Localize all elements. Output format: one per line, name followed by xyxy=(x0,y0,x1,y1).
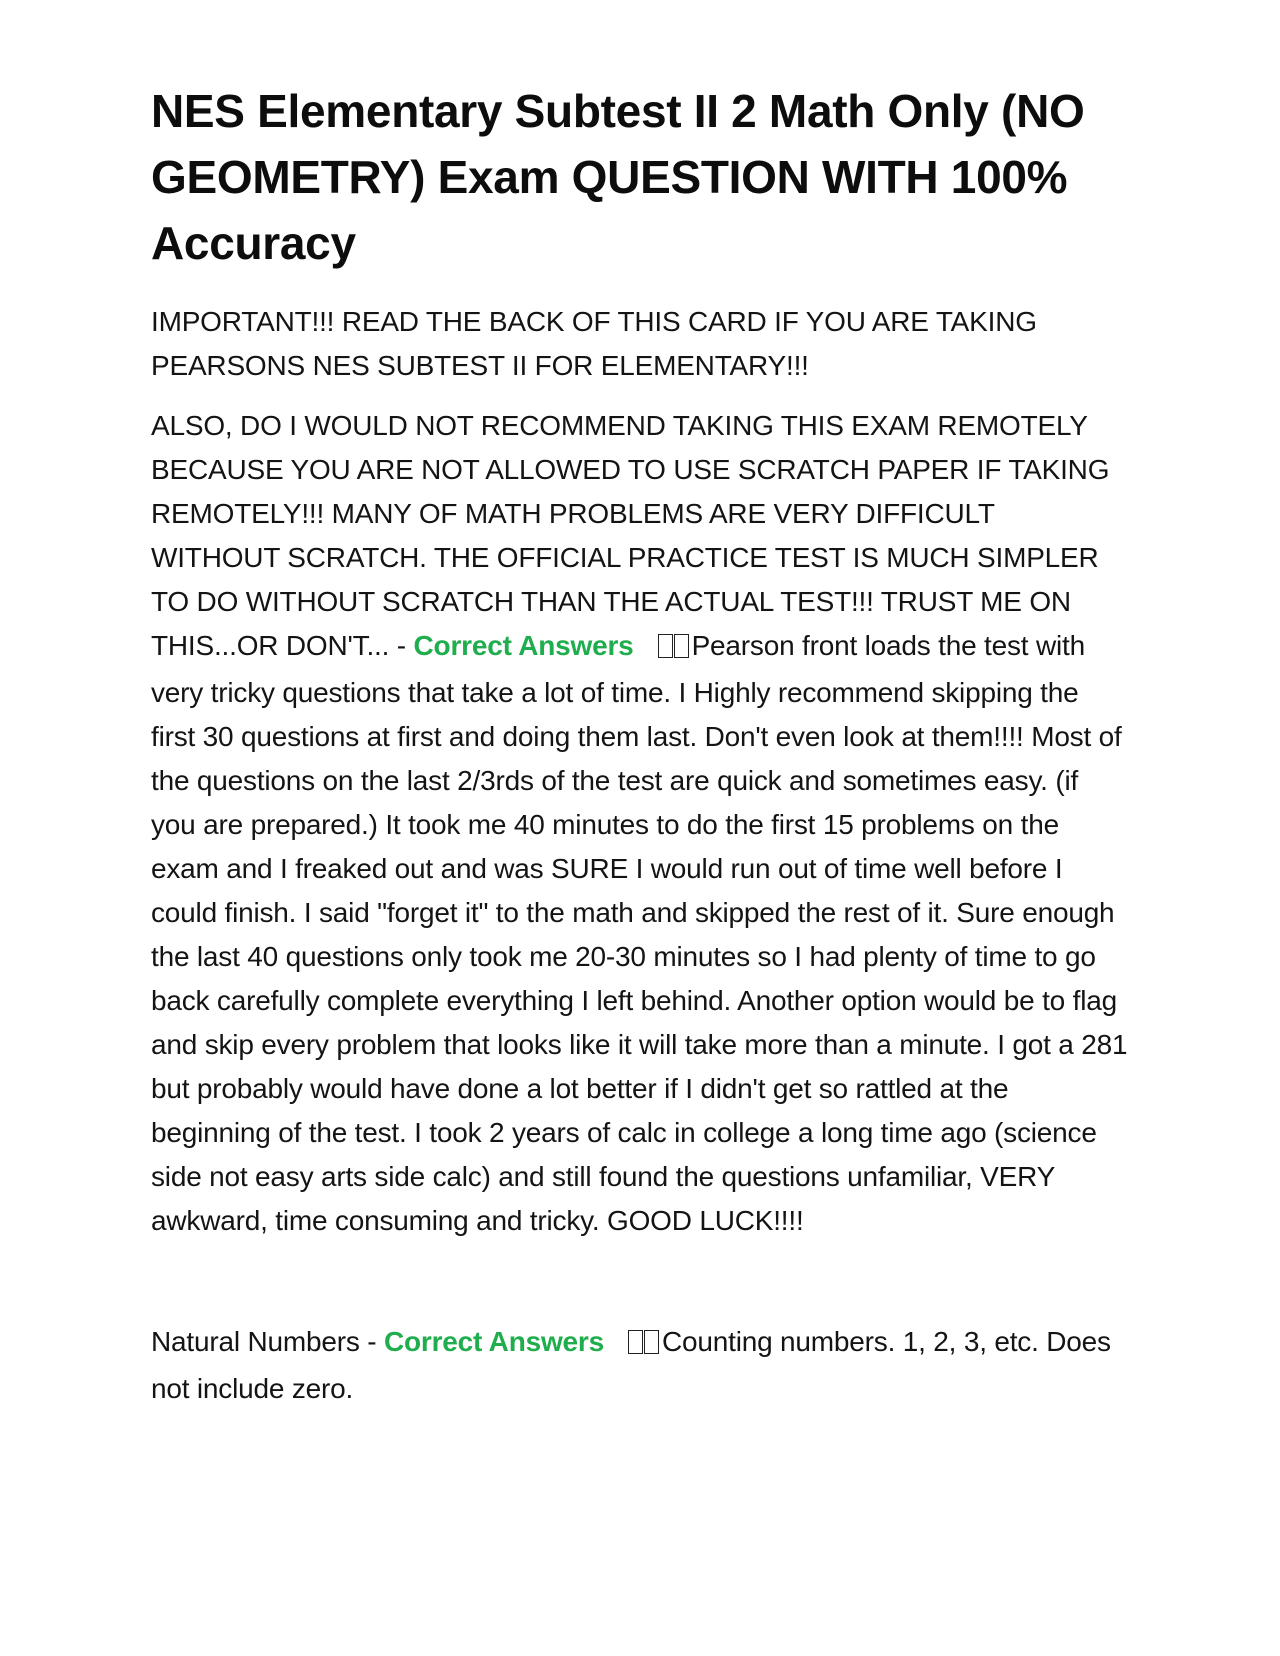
correct-answers-label: Correct Answers xyxy=(383,1326,604,1357)
correct-answers-label: Correct Answers xyxy=(413,630,634,661)
important-note-paragraph: IMPORTANT!!! READ THE BACK OF THIS CARD IF YOU ARE TAKING PEARSONS NES SUBTEST II FOR ELEMENTARY!!! xyxy=(151,306,1037,381)
question-text: ALSO, DO I WOULD NOT RECOMMEND TAKING THIS EXAM REMOTELY BECAUSE YOU ARE NOT ALLOWED TO USE SCRATCH PAPER IF TAKING REMOTELY!!! MANY OF MATH PROBLEMS ARE VERY DIFFICULT WITHOUT SCRATCH. THE OFFICIAL PRACTICE TEST IS MUCH SIMPLER TO DO WITHOUT SCRATCH THAN THE ACTUAL TEST!!! TRUST ME ON THIS...OR DON'T... xyxy=(151,410,1110,661)
qa-item-natural-numbers xyxy=(151,1320,1130,1411)
qa-item-remote-exam xyxy=(151,404,1130,1243)
separator: - xyxy=(396,630,406,661)
missing-glyph-box-icon xyxy=(628,1323,660,1367)
document-title: NES Elementary Subtest II 2 Math Only (NO GEOMETRY) Exam QUESTION WITH 100% Accuracy xyxy=(151,85,1085,269)
answer-text: Counting numbers. 1, 2, 3, etc. Does not include zero. xyxy=(151,1326,1111,1404)
missing-glyph-box-icon xyxy=(658,627,690,671)
answer-text: Pearson front loads the test with very tricky questions that take a lot of time. I Highly recommend skipping the first 30 questions at first and doing them last. Don't even look at them!!!! Most of the questions on the last 2/3rds of the test are quick and sometimes easy. (if you are prepared.) It took me 40 minutes to do the first 15 problems on the exam and I freaked out and was SURE I would run out of time well before I could finish. I said "forget it" to the math and skipped the rest of it. Sure enough the last 40 questions only took me 20-30 minutes so I had plenty of time to go back carefully complete everything I left behind. Another option would be to flag and skip every problem that looks like it will take more than a minute. I got a 281 but probably would have done a lot better if I didn't get so rattled at the beginning of the test. I took 2 years of calc in college a long time ago (science side not easy arts side calc) and still found the questions unfamiliar, VERY awkward, time consuming and tricky. GOOD LUCK!!!! xyxy=(151,630,1128,1236)
question-text: Natural Numbers xyxy=(151,1326,360,1357)
separator: - xyxy=(367,1326,377,1357)
